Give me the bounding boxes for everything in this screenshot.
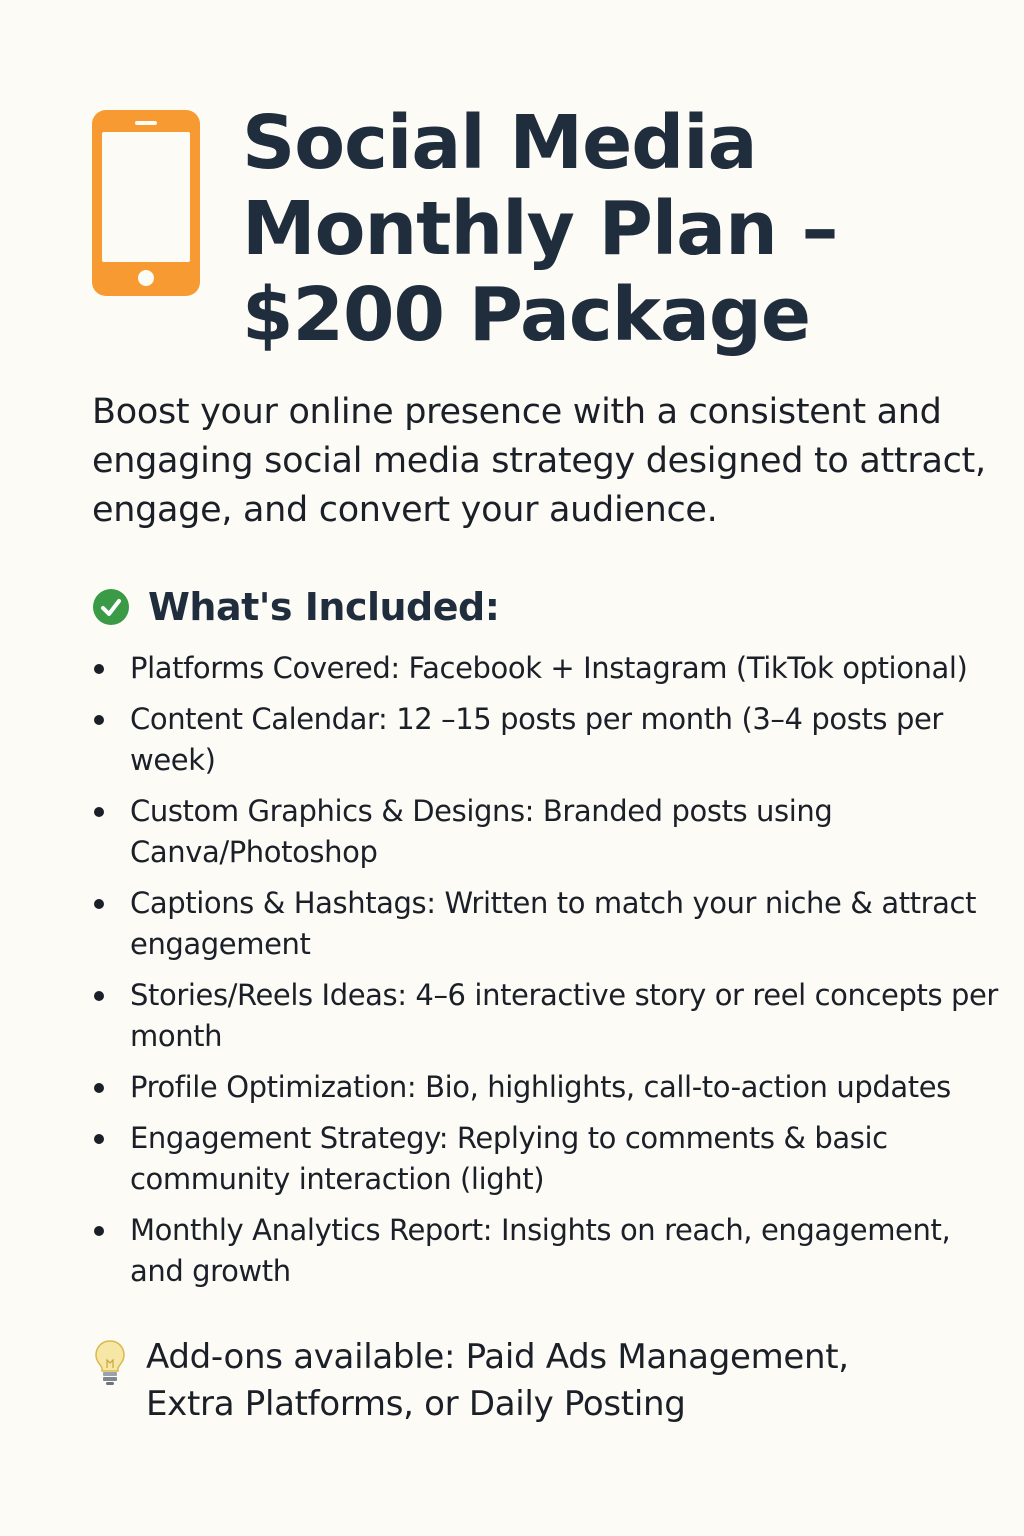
bullet-icon: [94, 1083, 104, 1093]
bullet-icon: [94, 1226, 104, 1236]
list-item: [92, 791, 1002, 873]
list-item-label: Content Calendar: 12 –15 posts per month (3–4 posts per week): [130, 702, 943, 777]
bullet-icon: [94, 807, 104, 817]
bullet-icon: [94, 715, 104, 725]
feature-list: [92, 648, 1002, 1302]
page-title: Social Media Monthly Plan – $200 Package: [242, 100, 838, 358]
lightbulb-icon: [92, 1338, 128, 1386]
list-item-label: Custom Graphics & Designs: Branded posts using Canva/Photoshop: [130, 794, 833, 869]
list-item: [92, 1118, 1002, 1200]
bullet-icon: [94, 991, 104, 1001]
addons-text: Add-ons available: Paid Ads Management, Extra Platforms, or Daily Posting: [146, 1337, 849, 1424]
smartphone-icon: [92, 110, 200, 296]
list-item: [92, 1210, 1002, 1292]
intro-text: Boost your online presence with a consistent and engaging social media strategy designed to attract, engage, and convert your audience.: [92, 392, 986, 530]
list-item-label: Engagement Strategy: Replying to comments & basic community interaction (light): [130, 1121, 888, 1196]
addons-note: [92, 1334, 992, 1428]
section-heading-label: What's Included:: [148, 585, 500, 629]
bullet-icon: [94, 1134, 104, 1144]
list-item-label: Stories/Reels Ideas: 4–6 interactive story or reel concepts per month: [130, 978, 998, 1053]
list-item: [92, 883, 1002, 965]
list-item-label: Monthly Analytics Report: Insights on reach, engagement, and growth: [130, 1213, 951, 1288]
list-item-label: Captions & Hashtags: Written to match your niche & attract engagement: [130, 886, 977, 961]
whats-included-heading: [92, 585, 499, 629]
bullet-icon: [94, 899, 104, 909]
list-item: [92, 975, 1002, 1057]
list-item: [92, 648, 1002, 689]
list-item-label: Profile Optimization: Bio, highlights, call-to-action updates: [130, 1070, 951, 1104]
list-item: [92, 1067, 1002, 1108]
bullet-icon: [94, 664, 104, 674]
list-item-label: Platforms Covered: Facebook + Instagram (TikTok optional): [130, 651, 968, 685]
check-circle-icon: [92, 588, 130, 626]
list-item: [92, 699, 1002, 781]
